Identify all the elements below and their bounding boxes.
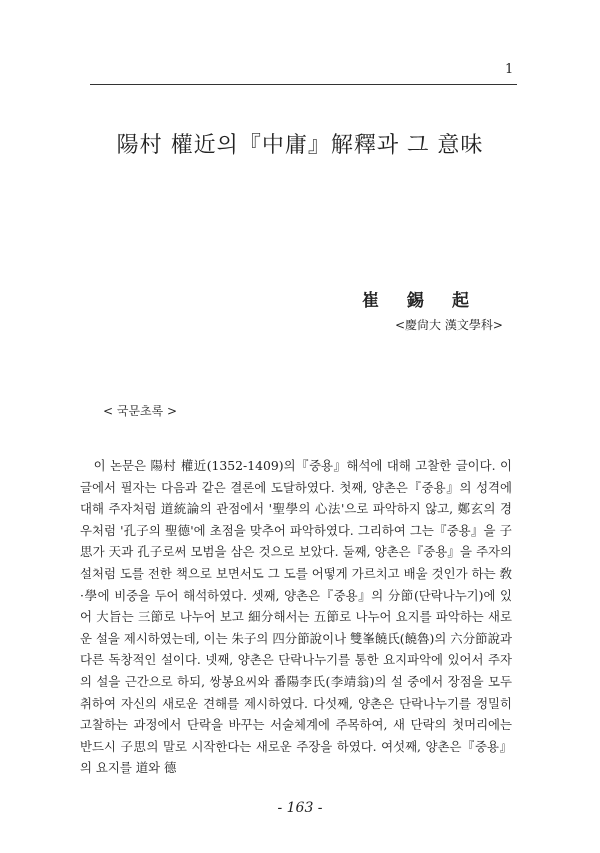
header-rule bbox=[90, 84, 517, 85]
abstract-heading: < 국문초록 > bbox=[103, 404, 178, 418]
abstract-paragraph: 이 논문은 陽村 權近(1352-1409)의『중용』해석에 대해 고찰한 글이다. 이 글에서 필자는 다음과 같은 결론에 도달하였다. 첫째, 양촌은『중용』의 성격에 대해 주자처럼 道統論의 관점에서 '聖學의 心法'으로 파악하지 않고, 鄭玄의 경우처럼 '孔子의 聖德'에 초점을 맞추어 파악하였다. 그리하여 그는『중용』을 子思가 天과 孔子로써 모범을 삼은 것으로 보았다. 둘째, 양촌은『중용』을 주자의 설처럼 도를 전한 책으로 보면서도 그 도를 어떻게 가르치고 배울 것인가 하는 敎·學에 비중을 두어 해석하였다. 셋째, 양촌은『중용』의 分節(단락나누기)에 있어 大旨는 三節로 나누어 보고 細分해서는 五節로 나누어 요지를 파악하는 새로운 설을 제시하였는데, 이는 朱子의 四分節說이나 雙峯饒氏(饒魯)의 六分節說과 다른 독창적인 설이다. 넷째, 양촌은 단락나누기를 통한 요지파악에 있어서 주자의 설을 근간으로 하되, 쌍봉요씨와 番陽李氏(李靖翁)의 설 중에서 장점을 모두 취하여 자신의 새로운 견해를 제시하였다. 다섯째, 양촌은 단락나누기를 정밀히 고찰하는 과정에서 단락을 바꾸는 서술체계에 주목하여, 새 단락의 첫머리에는 반드시 子思의 말로 시작한다는 새로운 주장을 하였다. 여섯째, 양촌은『중용』의 요지를 道와 德 bbox=[80, 458, 512, 776]
author-name: 崔錫起 bbox=[362, 291, 497, 311]
abstract-body bbox=[80, 455, 512, 779]
author-affiliation: <慶尙大 漢文學科> bbox=[395, 318, 503, 332]
page-folio: - 163 - bbox=[277, 800, 323, 816]
paper-title: 陽村 權近의『中庸』解釋과 그 意味 bbox=[116, 133, 484, 158]
page-number-corner: 1 bbox=[505, 62, 514, 77]
